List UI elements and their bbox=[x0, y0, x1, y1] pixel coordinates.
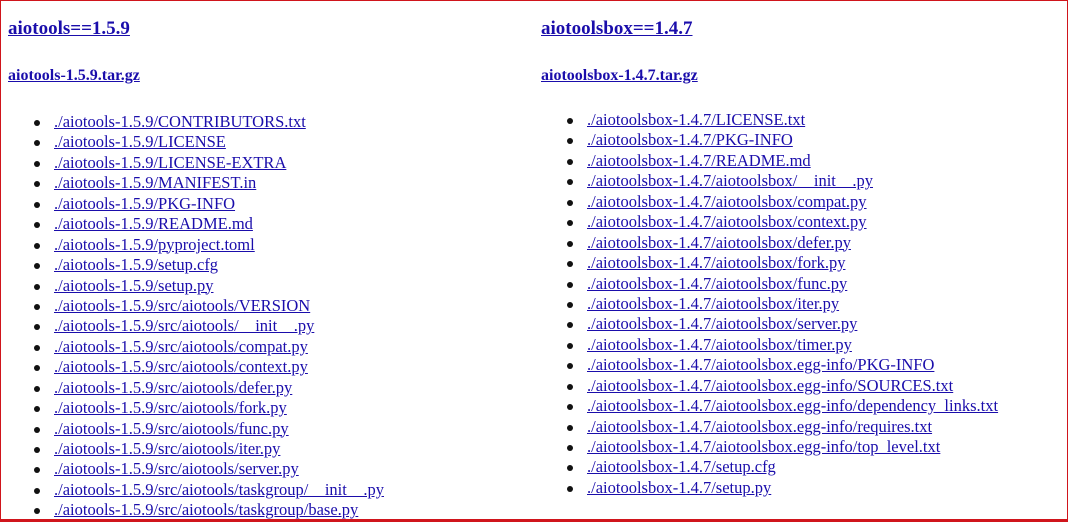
right-archive-title bbox=[541, 65, 698, 87]
file-list-item bbox=[8, 194, 384, 214]
file-link[interactable]: ./aiotoolsbox-1.4.7/aiotoolsbox/context.py bbox=[587, 212, 867, 232]
bullet-icon bbox=[34, 161, 40, 167]
bullet-icon bbox=[34, 467, 40, 473]
file-link[interactable]: ./aiotools-1.5.9/src/aiotools/context.py bbox=[54, 357, 308, 377]
bullet-icon bbox=[567, 343, 573, 349]
file-list-item bbox=[541, 355, 998, 375]
bullet-icon bbox=[567, 486, 573, 492]
bullet-icon bbox=[567, 159, 573, 165]
file-list-item bbox=[541, 233, 998, 253]
bullet-icon bbox=[567, 118, 573, 124]
bullet-icon bbox=[34, 386, 40, 392]
bullet-icon bbox=[34, 406, 40, 412]
bullet-icon bbox=[567, 179, 573, 185]
bullet-icon bbox=[34, 345, 40, 351]
file-link[interactable]: ./aiotoolsbox-1.4.7/aiotoolsbox/iter.py bbox=[587, 293, 840, 313]
bullet-icon bbox=[567, 261, 573, 267]
file-list-item bbox=[541, 457, 998, 477]
file-list-item bbox=[541, 110, 998, 130]
file-link[interactable]: ./aiotools-1.5.9/src/aiotools/fork.py bbox=[54, 398, 287, 418]
bullet-icon bbox=[34, 324, 40, 330]
bullet-icon bbox=[567, 465, 573, 471]
file-list-item bbox=[8, 337, 384, 357]
file-link[interactable]: ./aiotoolsbox-1.4.7/README.md bbox=[587, 150, 811, 170]
bullet-icon bbox=[567, 425, 573, 431]
file-link[interactable]: ./aiotoolsbox-1.4.7/aiotoolsbox/timer.py bbox=[587, 334, 852, 354]
file-list-item bbox=[541, 274, 998, 294]
file-list-item bbox=[8, 235, 384, 255]
file-link[interactable]: ./aiotools-1.5.9/src/aiotools/server.py bbox=[54, 459, 299, 479]
left-package-title-link[interactable]: aiotools==1.5.9 bbox=[8, 18, 130, 39]
file-link[interactable]: ./aiotoolsbox-1.4.7/aiotoolsbox/defer.py bbox=[587, 232, 851, 252]
file-list-item bbox=[541, 376, 998, 396]
bullet-icon bbox=[34, 427, 40, 433]
bullet-icon bbox=[567, 445, 573, 451]
file-link[interactable]: ./aiotoolsbox-1.4.7/PKG-INFO bbox=[587, 130, 793, 150]
bullet-icon bbox=[567, 282, 573, 288]
file-list-item bbox=[8, 173, 384, 193]
file-link[interactable]: ./aiotools-1.5.9/pyproject.toml bbox=[54, 234, 255, 254]
file-link[interactable]: ./aiotools-1.5.9/src/aiotools/iter.py bbox=[54, 439, 281, 458]
file-link[interactable]: ./aiotoolsbox-1.4.7/aiotoolsbox.egg-info/dependency_links.txt bbox=[587, 396, 999, 416]
file-link[interactable]: ./aiotools-1.5.9/src/aiotools/VERSION bbox=[54, 295, 311, 315]
file-link[interactable]: ./aiotools-1.5.9/src/aiotools/func.py bbox=[54, 418, 289, 438]
file-list-item bbox=[541, 314, 998, 334]
bullet-icon bbox=[34, 263, 40, 269]
file-link[interactable]: ./aiotools-1.5.9/src/aiotools/__init__.py bbox=[54, 316, 315, 336]
bullet-icon bbox=[567, 302, 573, 308]
file-link[interactable]: ./aiotools-1.5.9/MANIFEST.in bbox=[54, 173, 257, 193]
bullet-icon bbox=[567, 138, 573, 144]
file-list-item bbox=[541, 130, 998, 150]
bullet-icon bbox=[34, 120, 40, 126]
right-file-list bbox=[541, 110, 998, 498]
file-link[interactable]: ./aiotoolsbox-1.4.7/setup.cfg bbox=[587, 457, 776, 477]
left-archive-title-link[interactable]: aiotools-1.5.9.tar.gz bbox=[8, 67, 140, 84]
file-list-item bbox=[8, 398, 384, 418]
right-package-title-link[interactable]: aiotoolsbox==1.4.7 bbox=[541, 18, 693, 39]
bullet-icon bbox=[34, 365, 40, 371]
bullet-icon bbox=[567, 363, 573, 369]
bullet-icon bbox=[34, 488, 40, 494]
file-list-item bbox=[541, 478, 998, 498]
bullet-icon bbox=[34, 181, 40, 187]
bullet-icon bbox=[34, 140, 40, 146]
file-link[interactable]: ./aiotoolsbox-1.4.7/aiotoolsbox/func.py bbox=[587, 273, 848, 293]
file-list-item bbox=[8, 500, 384, 520]
file-list-item bbox=[8, 480, 384, 500]
bullet-icon bbox=[567, 384, 573, 390]
file-link[interactable]: ./aiotools-1.5.9/src/aiotools/defer.py bbox=[54, 377, 293, 397]
bullet-icon bbox=[34, 447, 40, 453]
file-link[interactable]: ./aiotools-1.5.9/src/aiotools/taskgroup/__init__.py bbox=[54, 479, 384, 499]
file-list-item bbox=[541, 335, 998, 355]
file-list-item bbox=[541, 253, 998, 273]
bullet-icon bbox=[34, 508, 40, 514]
file-list-item bbox=[541, 192, 998, 212]
bullet-icon bbox=[567, 200, 573, 206]
file-link[interactable]: ./aiotoolsbox-1.4.7/aiotoolsbox/__init__.py bbox=[587, 171, 873, 191]
file-list-item bbox=[8, 276, 384, 296]
right-archive-title-link[interactable]: aiotoolsbox-1.4.7.tar.gz bbox=[541, 67, 698, 84]
file-list-item bbox=[8, 112, 384, 132]
file-list-item bbox=[8, 296, 384, 316]
left-package-title bbox=[8, 17, 130, 41]
bullet-icon bbox=[34, 222, 40, 228]
file-link[interactable]: ./aiotoolsbox-1.4.7/aiotoolsbox/compat.py bbox=[587, 191, 867, 211]
file-link[interactable]: ./aiotoolsbox-1.4.7/aiotoolsbox.egg-info/top_level.txt bbox=[587, 437, 941, 456]
file-link[interactable]: ./aiotools-1.5.9/setup.py bbox=[54, 275, 214, 295]
file-list-item bbox=[8, 357, 384, 377]
right-package-title bbox=[541, 17, 693, 41]
file-link[interactable]: ./aiotoolsbox-1.4.7/setup.py bbox=[587, 477, 772, 497]
file-list-item bbox=[541, 396, 998, 416]
bullet-icon bbox=[34, 284, 40, 290]
file-list-item bbox=[8, 153, 384, 173]
file-list-item bbox=[8, 255, 384, 275]
file-list-item bbox=[8, 378, 384, 398]
bullet-icon bbox=[34, 243, 40, 249]
file-link[interactable]: ./aiotools-1.5.9/README.md bbox=[54, 214, 253, 234]
left-archive-title bbox=[8, 65, 140, 87]
file-link[interactable]: ./aiotoolsbox-1.4.7/LICENSE.txt bbox=[587, 110, 806, 129]
bullet-icon bbox=[567, 322, 573, 328]
bullet-icon bbox=[567, 220, 573, 226]
file-list-item bbox=[8, 316, 384, 336]
file-link[interactable]: ./aiotools-1.5.9/PKG-INFO bbox=[54, 193, 236, 213]
file-list-item bbox=[541, 437, 998, 457]
file-list-item bbox=[541, 171, 998, 191]
file-link[interactable]: ./aiotoolsbox-1.4.7/aiotoolsbox/fork.py bbox=[587, 253, 846, 273]
file-link[interactable]: ./aiotools-1.5.9/src/aiotools/compat.py bbox=[54, 336, 308, 356]
file-link[interactable]: ./aiotools-1.5.9/src/aiotools/taskgroup/base.py bbox=[54, 500, 359, 520]
file-list-item bbox=[541, 151, 998, 171]
file-link[interactable]: ./aiotoolsbox-1.4.7/aiotoolsbox/server.py bbox=[587, 314, 858, 334]
file-link[interactable]: ./aiotools-1.5.9/setup.cfg bbox=[54, 255, 219, 275]
file-list-item bbox=[8, 132, 384, 152]
file-list-item bbox=[8, 214, 384, 234]
file-link[interactable]: ./aiotools-1.5.9/LICENSE-EXTRA bbox=[54, 152, 287, 172]
file-list-item bbox=[8, 439, 384, 459]
file-list-item bbox=[541, 417, 998, 437]
file-list-item bbox=[8, 459, 384, 479]
left-file-list bbox=[8, 112, 384, 521]
bullet-icon bbox=[567, 404, 573, 410]
file-link[interactable]: ./aiotools-1.5.9/CONTRIBUTORS.txt bbox=[54, 112, 306, 131]
file-link[interactable]: ./aiotools-1.5.9/LICENSE bbox=[54, 132, 226, 152]
file-list-item bbox=[8, 419, 384, 439]
file-list-item bbox=[541, 294, 998, 314]
file-link[interactable]: ./aiotoolsbox-1.4.7/aiotoolsbox.egg-info/SOURCES.txt bbox=[587, 375, 954, 395]
bullet-icon bbox=[34, 304, 40, 310]
bullet-icon bbox=[567, 241, 573, 247]
file-link[interactable]: ./aiotoolsbox-1.4.7/aiotoolsbox.egg-info/requires.txt bbox=[587, 416, 933, 436]
file-link[interactable]: ./aiotoolsbox-1.4.7/aiotoolsbox.egg-info/PKG-INFO bbox=[587, 355, 935, 375]
file-list-item bbox=[541, 212, 998, 232]
bullet-icon bbox=[34, 202, 40, 208]
